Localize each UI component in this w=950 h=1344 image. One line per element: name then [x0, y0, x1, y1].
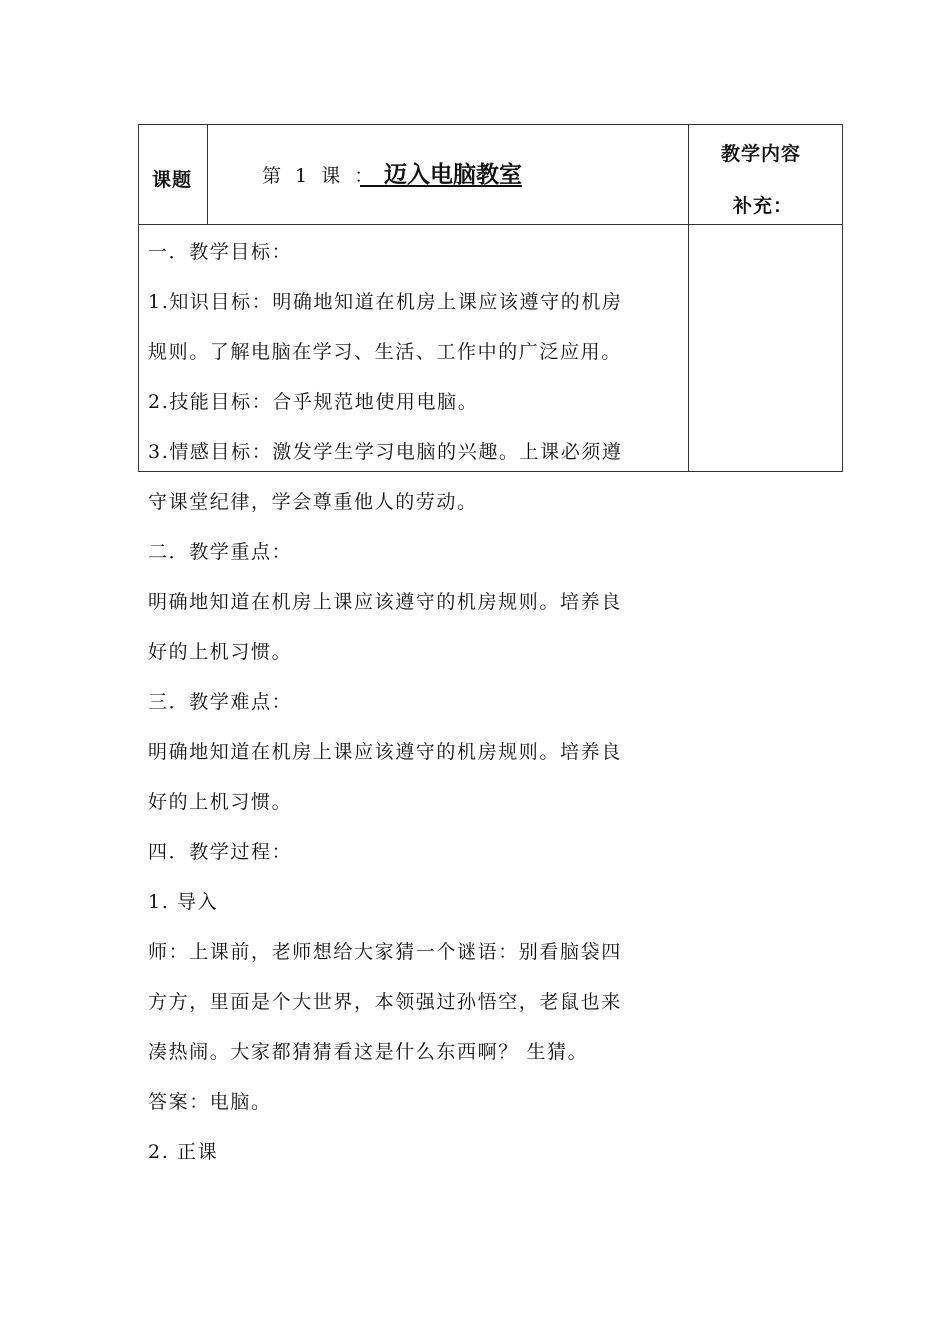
supplement-label-line2: 补充：	[733, 195, 794, 217]
content-line: 守课堂纪律，学会尊重他人的劳动。	[148, 491, 478, 513]
lesson-plan-table	[138, 124, 843, 1163]
content-line: 凑热闹。大家都猜猜看这是什么东西啊？ 生猜。	[148, 1041, 589, 1063]
content-line: 师：上课前，老师想给大家猜一个谜语：别看脑袋四	[148, 941, 622, 963]
content-line: 规则。了解电脑在学习、生活、工作中的广泛应用。	[148, 341, 622, 363]
content-line: 2.技能目标：合乎规范地使用电脑。	[148, 391, 479, 413]
supplement-content-cell	[689, 225, 842, 471]
content-line: 1. 导入	[148, 891, 219, 913]
content-line: 明确地知道在机房上课应该遵守的机房规则。培养良	[148, 741, 622, 763]
content-line: 明确地知道在机房上课应该遵守的机房规则。培养良	[148, 591, 622, 613]
subject-header-cell	[139, 125, 208, 225]
content-line: 2. 正课	[148, 1141, 219, 1163]
supplement-header-cell	[689, 125, 842, 225]
content-line: 一．教学目标：	[148, 241, 293, 263]
lesson-title-cell	[208, 125, 689, 225]
content-line: 好的上机习惯。	[148, 791, 293, 813]
lesson-title: 迈入电脑教室	[360, 162, 523, 188]
content-line: 1.知识目标：明确地知道在机房上课应该遵守的机房	[148, 291, 623, 313]
supplement-label-line1: 教学内容	[721, 143, 802, 165]
content-line: 四．教学过程：	[148, 841, 293, 863]
content-line: 答案：电脑。	[148, 1091, 272, 1113]
lesson-content-cell	[139, 225, 689, 1163]
subject-label: 课题	[152, 169, 193, 191]
lesson-content	[148, 237, 683, 1187]
content-line: 二．教学重点：	[148, 541, 293, 563]
content-line: 3.情感目标：激发学生学习电脑的兴趣。上课必须遵	[148, 441, 623, 463]
content-line: 方方，里面是个大世界，本领强过孙悟空，老鼠也来	[148, 991, 622, 1013]
content-line: 好的上机习惯。	[148, 641, 293, 663]
lesson-number: 第 1 课 ：	[262, 165, 378, 187]
content-line: 三．教学难点：	[148, 691, 293, 713]
